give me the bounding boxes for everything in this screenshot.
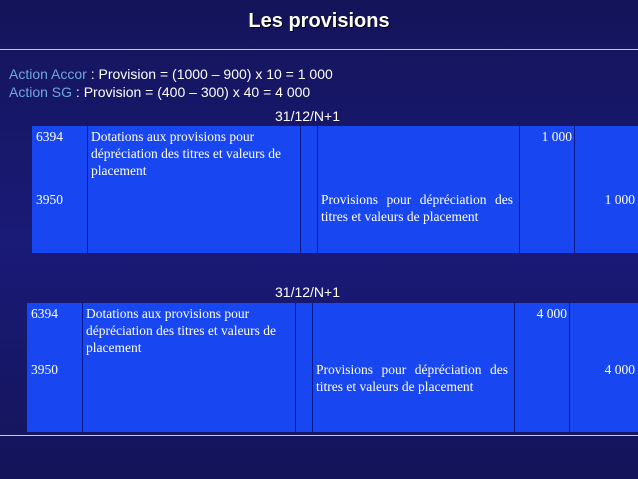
column-divider — [514, 303, 515, 432]
credit-label: Provisions pour dépréciation des titres et valeurs de placement — [321, 192, 513, 224]
credit-account: 3950 — [31, 362, 58, 377]
debit-label: Dotations aux provisions pour dépréciation des titres et valeurs de placement — [86, 306, 277, 355]
footer-divider — [0, 435, 638, 436]
calculation-line-accor — [9, 66, 333, 82]
calculation-line-sg — [9, 84, 310, 100]
calculation-text: : Provision = (400 – 300) x 40 = 4 000 — [72, 84, 311, 100]
column-divider — [317, 126, 318, 253]
column-divider — [87, 126, 88, 253]
column-divider — [300, 126, 301, 253]
debit-label: Dotations aux provisions pour dépréciation des titres et valeurs de placement — [91, 129, 282, 178]
debit-amount: 4 000 — [536, 306, 567, 321]
column-divider — [82, 303, 83, 432]
column-divider — [312, 303, 313, 432]
title-divider — [0, 49, 638, 50]
debit-account: 6394 — [31, 306, 58, 321]
column-divider — [574, 126, 575, 253]
calculation-text: : Provision = (1000 – 900) x 10 = 1 000 — [86, 66, 333, 82]
stock-name: Action Accor — [9, 66, 87, 82]
stock-name: Action SG — [9, 84, 73, 100]
credit-amount: 4 000 — [604, 362, 635, 377]
credit-label: Provisions pour dépréciation des titres et valeurs de placement — [316, 362, 508, 394]
page-title: Les provisions — [248, 10, 390, 32]
column-divider — [295, 303, 296, 432]
credit-account: 3950 — [36, 192, 63, 207]
debit-amount: 1 000 — [541, 129, 572, 144]
journal-date: 31/12/N+1 — [275, 284, 340, 300]
journal-entry — [32, 126, 638, 253]
credit-amount: 1 000 — [604, 192, 635, 207]
journal-entry — [27, 303, 638, 432]
journal-date: 31/12/N+1 — [275, 108, 340, 124]
debit-account: 6394 — [36, 129, 63, 144]
column-divider — [519, 126, 520, 253]
